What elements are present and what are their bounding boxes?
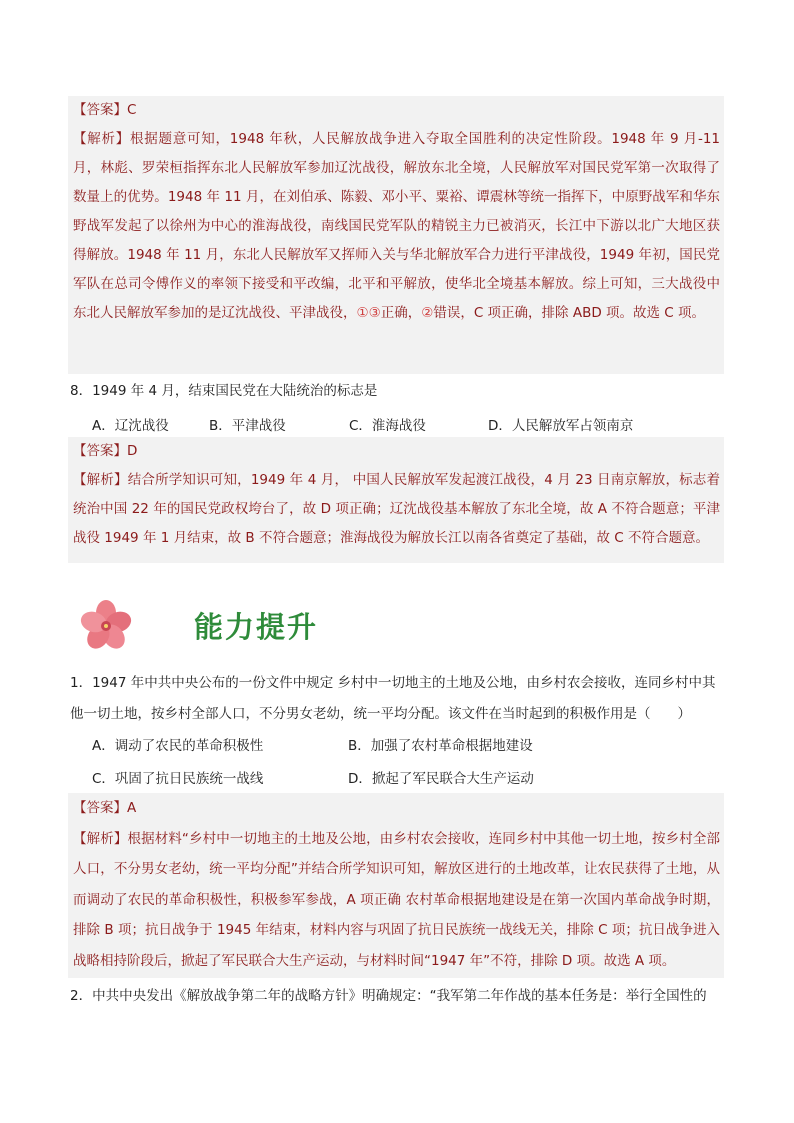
analysis-segment: 【解析】根据题意可知，1948 年秋，人民解放战争进入夺取全国胜利的决定性阶段。1948 年 9 月-11 月，林彪、罗荣桓指挥东北人民解放军参加辽沈战役，解放东北全境，人民解放军对国民党军第一次取得了数量上的优势。1948 年 11 月，在刘伯承、陈毅、邓小平、粟裕、谭震林等统一指挥下，中原野战军和华东野战军发起了以徐州为中心的淮海战役，南线国民党军队的精锐主力已被消灭，长江中下游以北广大地区获得解放。1948 年 11 月，东北人民解放军又挥师入关与华北解放军合力进行平津战役，1949 年初，国民党军队在总司令傅作义的率领下接受和平改编，北平和平解放，使华北全境基本解放。综上可知，三大战役中东北人民解放军参加的是辽沈战役、平津战役， (73, 131, 720, 321)
flower-icon (76, 597, 136, 653)
option-a: A．辽沈战役 (92, 418, 169, 434)
option-d: D．掀起了军民联合大生产运动 (348, 771, 534, 787)
analysis-segment: 正确， (380, 305, 422, 321)
analysis-text: 【解析】根据材料“乡村中一切地主的土地及公地，由乡村农会接收，连同乡村中其他一切土地，按乡村全部人口，不分男女老幼，统一平均分配”并结合所学知识可知，解放区进行的土地改革，让农民获得了土地，从而调动了农民的革命积极性，积极参军参战，A 项正确 农村革命根据地建设是在第一次国内革命战争时期，排除 B 项；抗日战争于 1945 年结束，材料内容与巩固了抗日民族统一战线无关，排除 C 项；抗日战争进入战略相持阶段后，掀起了军民联合大生产运动，与材料时间“1947 年”不符，排除 D 项。故选 A 项。 (73, 830, 720, 969)
question-2-stem: 2．中共中央发出《解放战争第二年的战略方针》明确规定：“我军第二年作战的基本任务是：举行全国性的 (70, 988, 707, 1004)
answer-block-q7 (68, 96, 724, 374)
highlighted-text: ①③ (356, 305, 381, 321)
question-1-options (92, 734, 652, 794)
answer-block-q1 (68, 793, 724, 978)
option-a: A．调动了农民的革命积极性 (92, 738, 264, 754)
option-b: B．平津战役 (209, 418, 286, 434)
answer-label: 【答案】C (73, 102, 137, 118)
analysis-text (73, 125, 720, 328)
question-8-stem: 8．1949 年 4 月，结束国民党在大陆统治的标志是 (70, 383, 378, 399)
section-title: 能力提升 (194, 610, 319, 644)
analysis-segment: 错误，C 项正确，排除 ABD 项。故选 C 项。 (433, 305, 706, 321)
option-c: C．淮海战役 (349, 418, 426, 434)
option-d: D．人民解放军占领南京 (488, 418, 634, 434)
highlighted-text: ② (421, 305, 434, 321)
answer-block-q8 (68, 437, 724, 563)
option-b: B．加强了农村革命根据地建设 (348, 738, 533, 754)
answer-label: 【答案】A (73, 800, 137, 816)
analysis-text: 【解析】结合所学知识可知，1949 年 4 月， 中国人民解放军发起渡江战役，4 月 23 日南京解放，标志着统治中国 22 年的国民党政权垮台了，故 D 项正确；辽沈战役基本解放了东北全境，故 A 不符合题意；平津战役 1949 年 1 月结束，故 B 不符合题意；淮海战役为解放长江以南各省奠定了基础，故 C 不符合题意。 (73, 472, 720, 546)
question-1-stem: 1．1947 年中共中央公布的一份文件中规定 乡村中一切地主的土地及公地，由乡村农会接收，连同乡村中其他一切土地，按乡村全部人口，不分男女老幼，统一平均分配。该文件在当时起到的积极作用是（ ） (70, 675, 716, 722)
section-header (76, 597, 319, 653)
answer-label: 【答案】D (73, 443, 138, 459)
option-c: C．巩固了抗日民族统一战线 (92, 771, 264, 787)
